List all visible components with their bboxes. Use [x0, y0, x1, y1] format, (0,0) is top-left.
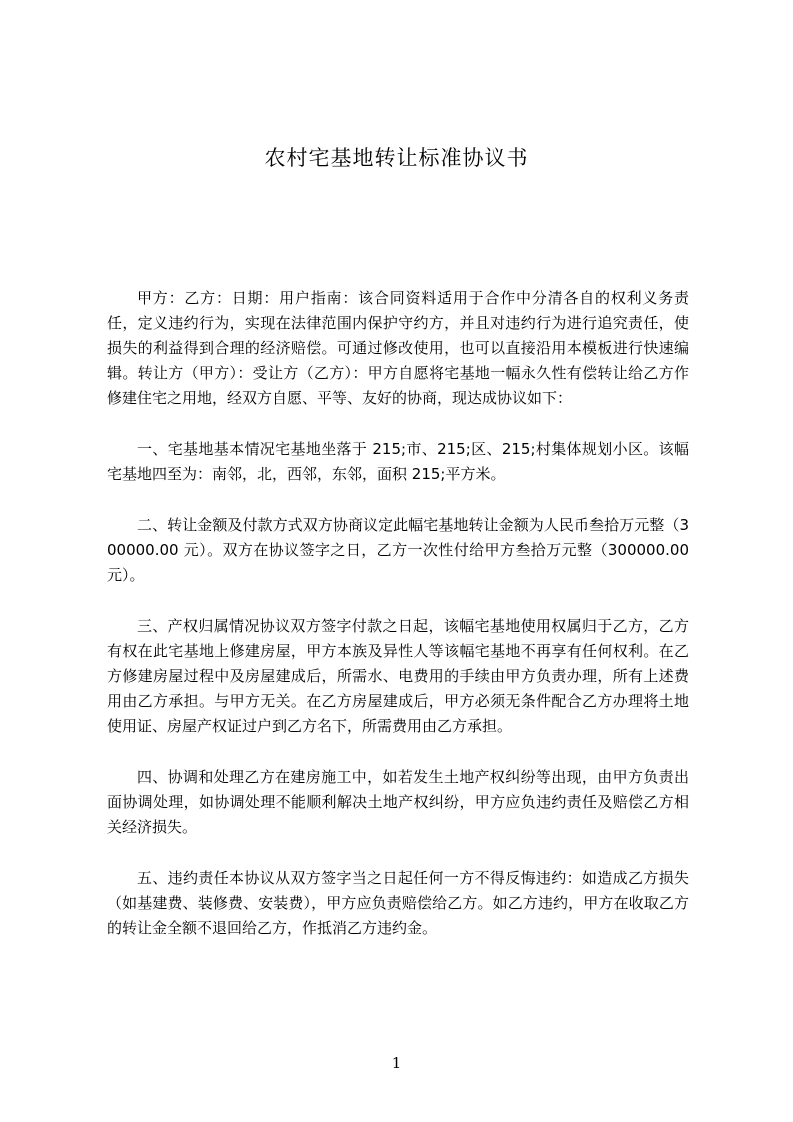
paragraph-section-3: 三、产权归属情况协议双方签字付款之日起，该幅宅基地使用权属归于乙方，乙方有权在此宅基地上修建房屋，甲方本族及异性人等该幅宅基地不再享有任何权利。在乙方修建房屋过程中及房屋建成后，所需水、电费用的手续由甲方负责办理，所有上述费用由乙方承担。与甲方无关。在乙方房屋建成后，甲方必须无条件配合乙方办理将土地使用证、房屋产权证过户到乙方名下，所需费用由乙方承担。	[107, 617, 689, 735]
paragraph-section-5: 五、违约责任本协议从双方签字当之日起任何一方不得反悔违约：如造成乙方损失（如基建费、装修费、安装费），甲方应负责赔偿给乙方。如乙方违约，甲方在收取乙方的转让金全额不退回给乙方，作抵消乙方违约金。	[107, 869, 689, 937]
document-body	[107, 286, 689, 967]
page-number: 1	[391, 1054, 402, 1072]
paragraph-section-4: 四、协调和处理乙方在建房施工中，如若发生土地产权纠纷等出现，由甲方负责出面协调处理，如协调处理不能顺利解决土地产权纠纷，甲方应负违约责任及赔偿乙方相关经济损失。	[107, 768, 689, 836]
paragraph-section-1: 一、宅基地基本情况宅基地坐落于 215;市、215;区、215;村集体规划小区。该幅宅基地四至为：南邻，北，西邻，东邻，面积 215;平方米。	[107, 440, 689, 483]
paragraph-section-2: 二、转让金额及付款方式双方协商议定此幅宅基地转让金额为人民币叁拾万元整（300000.00 元）。双方在协议签字之日，乙方一次性付给甲方叁拾万元整（300000.00 元）。	[107, 516, 689, 584]
paragraph-intro: 甲方：乙方：日期：用户指南：该合同资料适用于合作中分清各自的权利义务责任，定义违约行为，实现在法律范围内保护守约方，并且对违约行为进行追究责任，使损失的利益得到合理的经济赔偿。可通过修改使用，也可以直接沿用本模板进行快速编辑。转让方（甲方）：受让方（乙方）：甲方自愿将宅基地一幅永久性有偿转让给乙方作修建住宅之用地，经双方自愿、平等、友好的协商，现达成协议如下：	[107, 289, 689, 407]
document-title: 农村宅基地转让标准协议书	[264, 146, 529, 170]
